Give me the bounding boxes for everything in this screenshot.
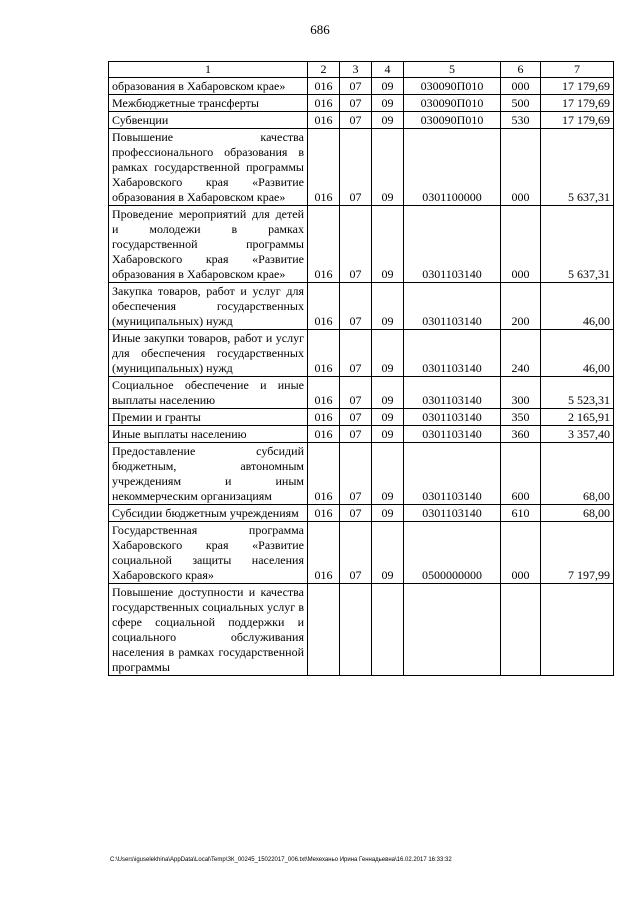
row-cell-c7: 46,00 [541, 283, 614, 330]
row-cell-c7: 2 165,91 [541, 409, 614, 426]
table-row [109, 78, 614, 95]
row-cell-c3: 07 [340, 426, 372, 443]
row-cell-c5 [404, 584, 501, 676]
row-cell-c2: 016 [308, 505, 340, 522]
row-name: Премии и гранты [112, 410, 201, 424]
row-cell-c4: 09 [372, 95, 404, 112]
row-cell-c2: 016 [308, 112, 340, 129]
footer-file-path: C:\Users\iguselekhina\AppData\Local\Temp\ЗК_00245_15022017_006.txt\Мехеханьо Ирина Геннадьевна\16.02.2017 16:33:32 [110, 857, 452, 863]
row-cell-c5: 0301103140 [404, 330, 501, 377]
row-name: Иные выплаты населению [112, 427, 247, 441]
row-name-cell [109, 443, 308, 505]
row-name-cell [109, 377, 308, 409]
row-cell-c6: 610 [501, 505, 541, 522]
row-cell-c4: 09 [372, 112, 404, 129]
row-cell-c6: 530 [501, 112, 541, 129]
row-name-cell [109, 283, 308, 330]
row-cell-c5: 030090П010 [404, 112, 501, 129]
table-row [109, 129, 614, 206]
row-cell-c7: 17 179,69 [541, 112, 614, 129]
row-cell-c5: 0301103140 [404, 443, 501, 505]
table-row [109, 505, 614, 522]
column-header: 4 [372, 62, 404, 78]
row-cell-c4: 09 [372, 283, 404, 330]
row-cell-c3: 07 [340, 330, 372, 377]
row-cell-c4: 09 [372, 377, 404, 409]
row-name-cell [109, 409, 308, 426]
row-cell-c2: 016 [308, 206, 340, 283]
row-name-cell [109, 206, 308, 283]
row-name: Субсидии бюджетным учреждениям [112, 506, 299, 520]
row-name: Предоставление субсидий бюджетным, автономным учреждениям и иным некоммерческим организациям [112, 444, 304, 503]
row-cell-c7: 17 179,69 [541, 78, 614, 95]
column-header: 1 [109, 62, 308, 78]
row-cell-c7 [541, 584, 614, 676]
row-cell-c4: 09 [372, 443, 404, 505]
row-cell-c4 [372, 584, 404, 676]
row-cell-c7: 7 197,99 [541, 522, 614, 584]
row-cell-c5: 0301103140 [404, 283, 501, 330]
row-cell-c7: 46,00 [541, 330, 614, 377]
budget-table [108, 61, 614, 676]
row-cell-c5: 0301103140 [404, 426, 501, 443]
page-number: 686 [310, 22, 330, 37]
row-name: Субвенции [112, 113, 169, 127]
row-cell-c3 [340, 584, 372, 676]
table-row [109, 330, 614, 377]
row-cell-c7: 68,00 [541, 443, 614, 505]
row-cell-c4: 09 [372, 505, 404, 522]
row-cell-c3: 07 [340, 95, 372, 112]
row-cell-c6: 300 [501, 377, 541, 409]
row-name: Иные закупки товаров, работ и услуг для обеспечения государственных (муниципальных) нужд [112, 331, 304, 375]
row-cell-c5: 030090П010 [404, 95, 501, 112]
table-row [109, 443, 614, 505]
table-header-row [109, 62, 614, 78]
row-cell-c3: 07 [340, 78, 372, 95]
table-row [109, 584, 614, 676]
row-name: Повышение доступности и качества государственных социальных услуг в сфере социальной поддержки и социального обслуживания населения в рамках государственной программы [112, 585, 304, 674]
row-cell-c7: 17 179,69 [541, 95, 614, 112]
row-cell-c3: 07 [340, 505, 372, 522]
row-cell-c2: 016 [308, 283, 340, 330]
row-cell-c5: 0301103140 [404, 206, 501, 283]
row-cell-c3: 07 [340, 112, 372, 129]
column-header: 7 [541, 62, 614, 78]
row-cell-c6: 000 [501, 78, 541, 95]
row-name-cell [109, 426, 308, 443]
row-cell-c7: 5 637,31 [541, 129, 614, 206]
row-cell-c2: 016 [308, 129, 340, 206]
row-name-cell [109, 78, 308, 95]
row-cell-c7: 5 523,31 [541, 377, 614, 409]
row-cell-c3: 07 [340, 283, 372, 330]
row-cell-c4: 09 [372, 78, 404, 95]
row-cell-c6: 000 [501, 206, 541, 283]
row-cell-c6: 000 [501, 129, 541, 206]
row-name: Закупка товаров, работ и услуг для обеспечения государственных (муниципальных) нужд [112, 284, 304, 328]
row-cell-c6: 000 [501, 522, 541, 584]
row-cell-c4: 09 [372, 409, 404, 426]
row-cell-c2: 016 [308, 426, 340, 443]
table-row [109, 95, 614, 112]
row-cell-c7: 5 637,31 [541, 206, 614, 283]
row-cell-c3: 07 [340, 206, 372, 283]
row-cell-c2: 016 [308, 409, 340, 426]
row-cell-c3: 07 [340, 377, 372, 409]
column-header: 6 [501, 62, 541, 78]
row-cell-c4: 09 [372, 426, 404, 443]
table-row [109, 522, 614, 584]
row-name: Повышение качества профессионального образования в рамках государственной программы Хабаровского края «Развитие образования в Хабаровском крае» [112, 130, 304, 204]
row-name-cell [109, 505, 308, 522]
row-name: Проведение мероприятий для детей и молодежи в рамках государственной программы Хабаровского края «Развитие образования в Хабаровском крае» [112, 207, 304, 281]
table-row [109, 283, 614, 330]
row-cell-c2: 016 [308, 377, 340, 409]
table-row [109, 426, 614, 443]
row-name-cell [109, 129, 308, 206]
row-cell-c5: 0301103140 [404, 377, 501, 409]
row-cell-c3: 07 [340, 129, 372, 206]
row-cell-c5: 030090П010 [404, 78, 501, 95]
row-cell-c2: 016 [308, 330, 340, 377]
row-cell-c4: 09 [372, 206, 404, 283]
row-cell-c6: 500 [501, 95, 541, 112]
row-cell-c3: 07 [340, 409, 372, 426]
row-cell-c6: 240 [501, 330, 541, 377]
row-cell-c2: 016 [308, 443, 340, 505]
row-name: Межбюджетные трансферты [112, 96, 259, 110]
row-name: Социальное обеспечение и иные выплаты населению [112, 378, 304, 407]
row-cell-c4: 09 [372, 522, 404, 584]
row-cell-c3: 07 [340, 522, 372, 584]
row-cell-c5: 0301103140 [404, 505, 501, 522]
table-row [109, 409, 614, 426]
row-cell-c7: 68,00 [541, 505, 614, 522]
table-row [109, 112, 614, 129]
table-row [109, 206, 614, 283]
row-cell-c5: 0301103140 [404, 409, 501, 426]
row-cell-c4: 09 [372, 330, 404, 377]
row-cell-c3: 07 [340, 443, 372, 505]
row-cell-c6: 360 [501, 426, 541, 443]
row-name-cell [109, 522, 308, 584]
row-cell-c2: 016 [308, 522, 340, 584]
row-name-cell [109, 95, 308, 112]
row-cell-c2: 016 [308, 78, 340, 95]
row-cell-c6: 350 [501, 409, 541, 426]
row-cell-c7: 3 357,40 [541, 426, 614, 443]
column-header: 3 [340, 62, 372, 78]
row-cell-c6: 600 [501, 443, 541, 505]
column-header: 2 [308, 62, 340, 78]
table-row [109, 377, 614, 409]
row-name: Государственная программа Хабаровского края «Развитие социальной защиты населения Хабаровского края» [112, 523, 304, 582]
row-name-cell [109, 584, 308, 676]
row-cell-c6 [501, 584, 541, 676]
row-cell-c6: 200 [501, 283, 541, 330]
row-name-cell [109, 112, 308, 129]
row-cell-c2: 016 [308, 95, 340, 112]
row-cell-c4: 09 [372, 129, 404, 206]
row-name-cell [109, 330, 308, 377]
row-cell-c5: 0500000000 [404, 522, 501, 584]
row-name: образования в Хабаровском крае» [112, 79, 286, 93]
row-cell-c5: 0301100000 [404, 129, 501, 206]
row-cell-c2 [308, 584, 340, 676]
column-header: 5 [404, 62, 501, 78]
